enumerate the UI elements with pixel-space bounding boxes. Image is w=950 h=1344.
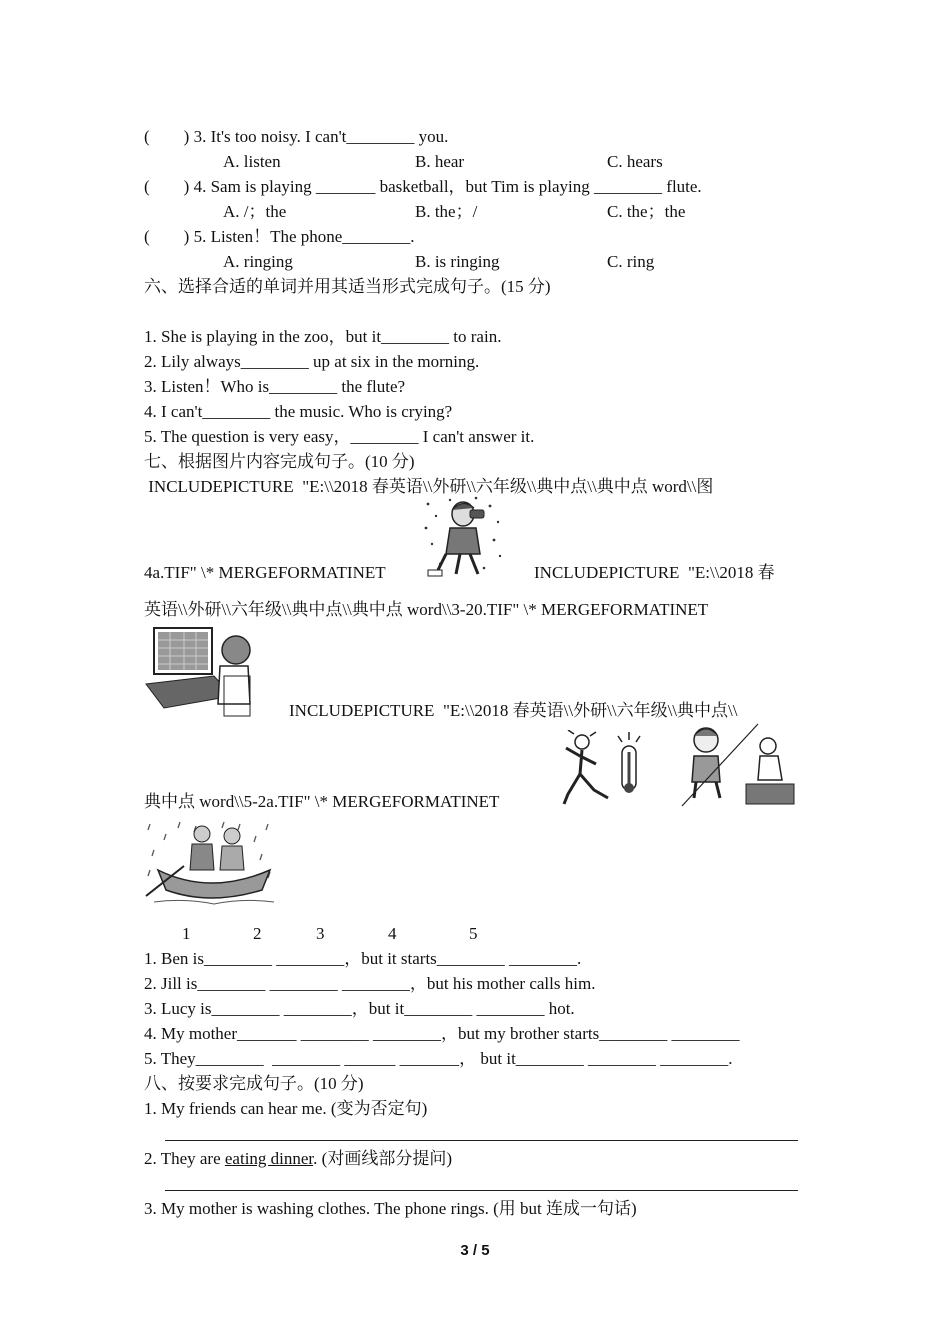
picture-number-2: 2 bbox=[253, 924, 262, 943]
section7-item-5: 5. They________ ________ ______ _______， but it________ ________ ________. bbox=[144, 1049, 733, 1068]
q3-option-c: C. hears bbox=[607, 152, 663, 171]
section6-item-4: 4. I can't________ the music. Who is crying? bbox=[144, 402, 453, 421]
field-code-line-5: INCLUDEPICTURE "E:\\2018 春英语\\外研\\六年级\\典中点\\ bbox=[289, 701, 738, 720]
section8-q3: 3. My mother is washing clothes. The phone rings. (用 but 连成一句话) bbox=[144, 1199, 637, 1218]
q5-option-b: B. is ringing bbox=[415, 252, 500, 271]
section7-title: 七、根据图片内容完成句子。(10 分) bbox=[144, 452, 415, 471]
section7-item-1: 1. Ben is________ ________，but it starts________ ________. bbox=[144, 949, 582, 968]
section8-q2 bbox=[144, 1148, 452, 1170]
q5-option-c: C. ring bbox=[607, 252, 655, 271]
answer-line-1 bbox=[165, 1140, 798, 1141]
q5-option-a: A. ringing bbox=[223, 252, 293, 271]
section6-item-3: 3. Listen！Who is________ the flute? bbox=[144, 377, 406, 396]
field-code-line-6: 典中点 word\\5-2a.TIF" \* MERGEFORMATINET bbox=[144, 792, 500, 811]
mother-kitchen-picture bbox=[680, 722, 796, 808]
runner-thermometer-picture bbox=[560, 730, 656, 808]
q5-stem: ( ) 5. Listen！The phone________. bbox=[144, 227, 415, 246]
q4-option-c: C. the；the bbox=[607, 202, 686, 221]
section8-q1: 1. My friends can hear me. (变为否定句) bbox=[144, 1099, 428, 1118]
field-code-line-4: 英语\\外研\\六年级\\典中点\\典中点 word\\3-20.TIF" \* MERGEFORMATINET bbox=[144, 600, 709, 619]
field-code-line-2: 4a.TIF" \* MERGEFORMATINET bbox=[144, 563, 386, 582]
section7-item-3: 3. Lucy is________ ________，but it________ ________ hot. bbox=[144, 999, 575, 1018]
computer-boy-picture bbox=[144, 626, 254, 718]
q3-option-b: B. hear bbox=[415, 152, 465, 171]
field-code-line-3: INCLUDEPICTURE "E:\\2018 春 bbox=[534, 563, 775, 582]
field-code-line-1: INCLUDEPICTURE "E:\\2018 春英语\\外研\\六年级\\典中点\\典中点 word\\图 bbox=[144, 477, 714, 496]
q2-underlined-phrase: eating dinner bbox=[224, 1149, 314, 1168]
answer-line-2 bbox=[165, 1190, 798, 1191]
section7-item-4: 4. My mother_______ ________ ________，but my brother starts________ ________ bbox=[144, 1024, 740, 1043]
section6-title: 六、选择合适的单词并用其适当形式完成句子。(15 分) bbox=[144, 277, 551, 296]
binoculars-boy-picture bbox=[420, 494, 506, 580]
q2-suffix: . (对画线部分提问) bbox=[313, 1149, 452, 1168]
q4-option-b: B. the；/ bbox=[415, 202, 478, 221]
picture-number-1: 1 bbox=[182, 924, 191, 943]
q3-stem: ( ) 3. It's too noisy. I can't________ you. bbox=[144, 127, 449, 146]
q4-option-a: A. /；the bbox=[223, 202, 287, 221]
section6-item-2: 2. Lily always________ up at six in the morning. bbox=[144, 352, 480, 371]
picture-number-4: 4 bbox=[388, 924, 397, 943]
picture-number-5: 5 bbox=[469, 924, 478, 943]
section6-item-5: 5. The question is very easy，________ I can't answer it. bbox=[144, 427, 535, 446]
picture-number-3: 3 bbox=[316, 924, 325, 943]
section8-title: 八、按要求完成句子。(10 分) bbox=[144, 1074, 364, 1093]
q4-stem: ( ) 4. Sam is playing _______ basketball，but Tim is playing ________ flute. bbox=[144, 177, 702, 196]
page-number: 3 / 5 bbox=[460, 1242, 490, 1259]
section6-item-1: 1. She is playing in the zoo，but it________ to rain. bbox=[144, 327, 502, 346]
section7-item-2: 2. Jill is________ ________ ________，but his mother calls him. bbox=[144, 974, 596, 993]
rowing-boat-rain-picture bbox=[144, 820, 276, 910]
q2-prefix: 2. They are bbox=[144, 1149, 225, 1168]
q3-option-a: A. listen bbox=[223, 152, 281, 171]
